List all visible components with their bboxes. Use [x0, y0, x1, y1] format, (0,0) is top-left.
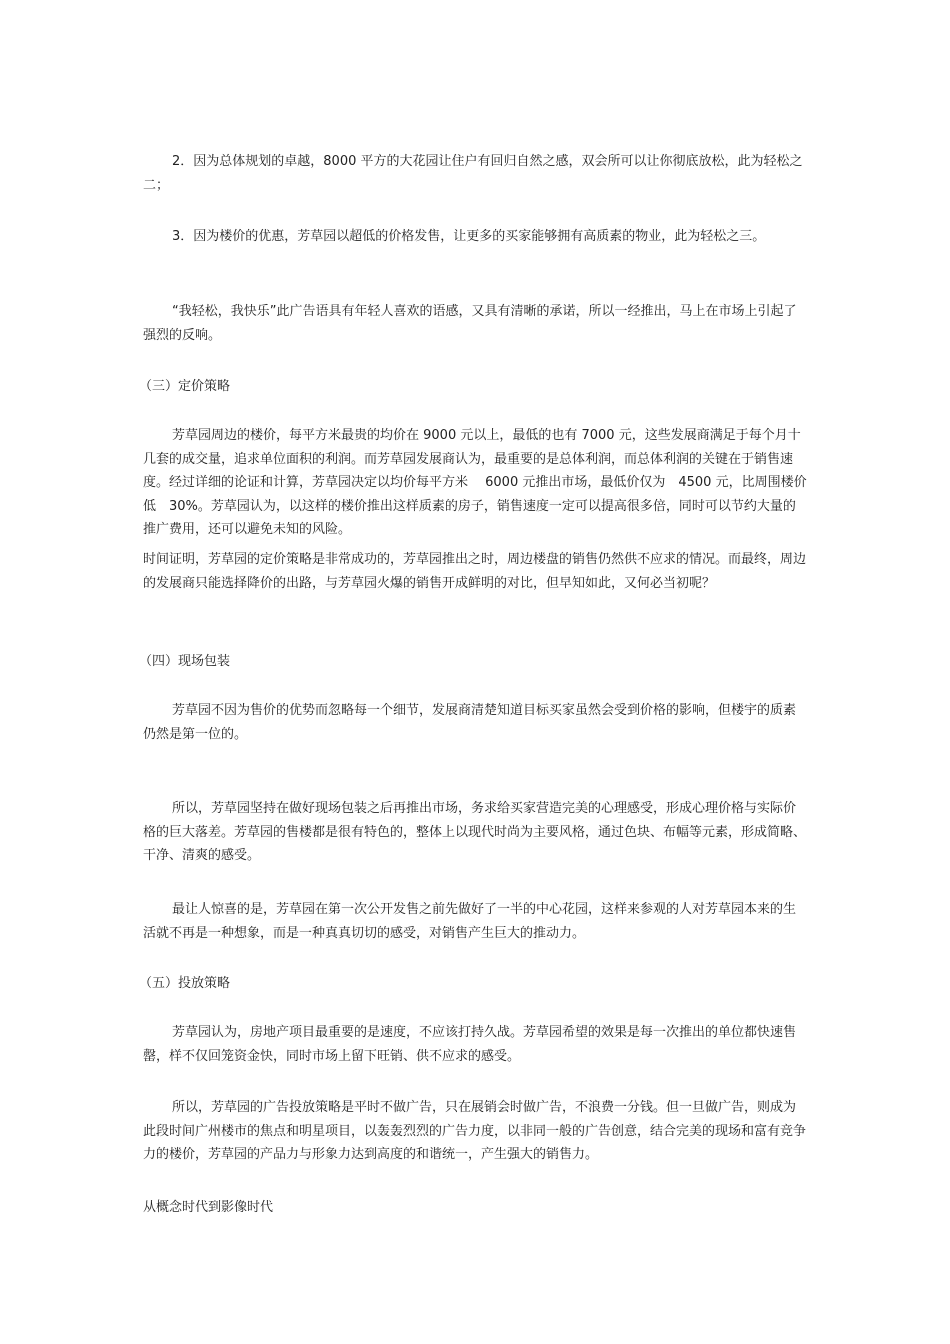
paragraph-speed: 芳草园认为，房地产项目最重要的是速度，不应该打持久战。芳草园希望的效果是每一次推出的单位都快速售罄，样不仅回笼资金快，同时市场上留下旺销、供不应求的感受。	[143, 1025, 797, 1064]
paragraph-pricing-result: 时间证明，芳草园的定价策略是非常成功的，芳草园推出之时，周边楼盘的销售仍然供不应求的情况。而最终，周边的发展商只能选择降价的出路，与芳草园火爆的销售开成鲜明的对比，但早知如此，又何必当初呢？	[143, 552, 807, 591]
section-heading-placement: （五）投放策略	[139, 976, 231, 991]
section-heading-site-packaging: （四）现场包装	[139, 654, 231, 669]
paragraph-slogan: “我轻松，我快乐”此广告语具有年轻人喜欢的语感，又具有清晰的承诺，所以一经推出，马上在市场上引起了强烈的反响。	[143, 304, 797, 343]
section-heading-image-era: 从概念时代到影像时代	[143, 1200, 274, 1215]
paragraph-packaging: 所以，芳草园坚持在做好现场包装之后再推出市场，务求给买家营造完美的心理感受，形成心理价格与实际价格的巨大落差。芳草园的售楼都是很有特色的，整体上以现代时尚为主要风格，通过色块、布幅等元素，形成简略、干净、清爽的感受。	[143, 801, 807, 863]
paragraph-central-garden: 最让人惊喜的是，芳草园在第一次公开发售之前先做好了一半的中心花园，这样来参观的人对芳草园本来的生活就不再是一种想象，而是一种真真切切的感受，对销售产生巨大的推动力。	[143, 902, 797, 941]
paragraph-relax-two: 2．因为总体规划的卓越，8000 平方的大花园让住户有回归自然之感，双会所可以让你彻底放松，此为轻松之二；	[143, 154, 803, 193]
section-heading-pricing: （三）定价策略	[139, 379, 231, 394]
paragraph-relax-three: 3．因为楼价的优惠，芳草园以超低的价格发售，让更多的买家能够拥有高质素的物业，此为轻松之三。	[172, 229, 766, 244]
paragraph-pricing: 芳草园周边的楼价，每平方米最贵的均价在 9000 元以上，最低的也有 7000 元，这些发展商满足于每个月十几套的成交量，追求单位面积的利润。而芳草园发展商认为，最重要的是总体利润，而总体利润的关键在于销售速度。经过详细的论证和计算，芳草园决定以均价每平方米 6000 元推出市场，最低价仅为 4500 元，比周围楼价低 30%。芳草园认为，以这样的楼价推出这样质素的房子，销售速度一定可以提高很多倍，同时可以节约大量的推广费用，还可以避免未知的风险。	[143, 428, 807, 537]
paragraph-details: 芳草园不因为售价的优势而忽略每一个细节，发展商清楚知道目标买家虽然会受到价格的影响，但楼宇的质素仍然是第一位的。	[143, 703, 797, 742]
paragraph-ad-placement: 所以，芳草园的广告投放策略是平时不做广告，只在展销会时做广告，不浪费一分钱。但一旦做广告，则成为此段时间广州楼市的焦点和明星项目，以轰轰烈烈的广告力度，以非同一般的广告创意，结合完美的现场和富有竞争力的楼价，芳草园的产品力与形象力达到高度的和谐统一，产生强大的销售力。	[143, 1100, 807, 1162]
